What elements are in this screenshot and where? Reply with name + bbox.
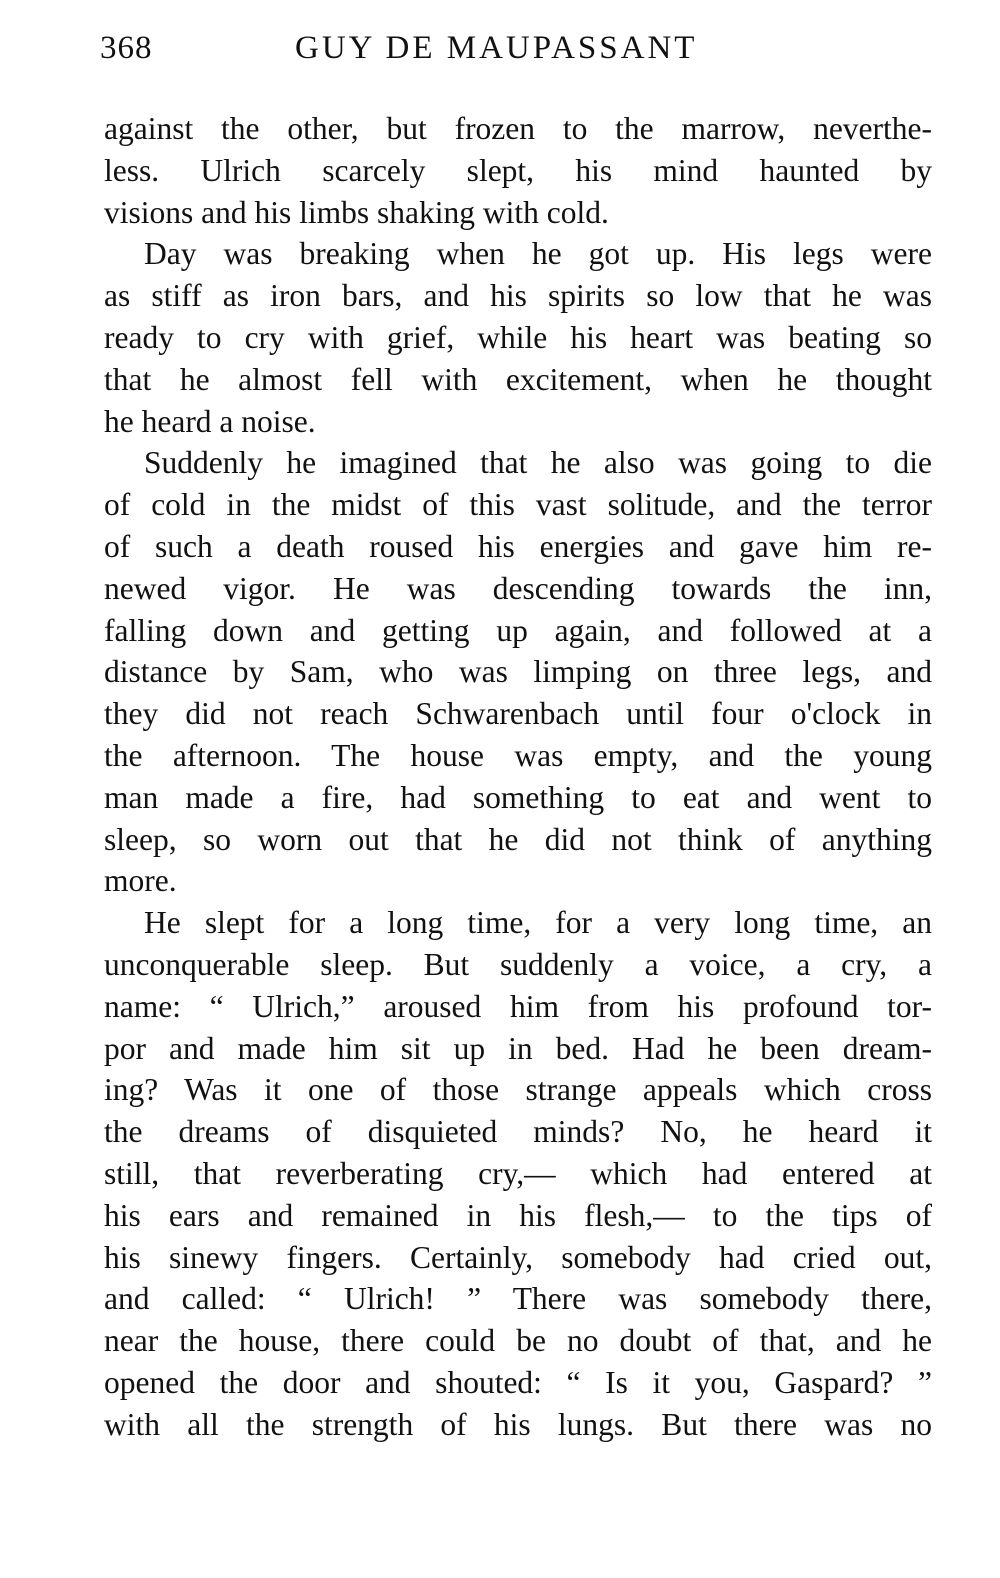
text-line: newed vigor. He was descending towards the inn, [104,570,932,606]
text-line: sleep, so worn out that he did not think of anything [104,821,932,857]
text-line: against the other, but frozen to the marrow, neverthe- [104,111,932,146]
text-line: Day was breaking when he got up. His legs were [144,236,932,272]
page-number: 368 [100,30,153,66]
text-line: and called: “ Ulrich! ” There was somebody there, [104,1281,932,1317]
text-line: Suddenly he imagined that he also was going to die [144,445,932,481]
text-line: near the house, there could be no doubt of that, and he [104,1323,932,1359]
text-line: of cold in the midst of this vast solitude, and the terror [104,487,932,523]
text-line: his sinewy fingers. Certainly, somebody had cried out, [104,1239,932,1275]
text-line: the dreams of disquieted minds? No, he heard it [104,1114,932,1150]
text-line: his ears and remained in his flesh,— to the tips of [104,1197,932,1233]
text-line: with all the strength of his lungs. But there was no [104,1406,932,1442]
text-line: man made a fire, had something to eat and went to [104,779,932,815]
text-line: He slept for a long time, for a very long time, an [144,905,932,941]
text-line: unconquerable sleep. But suddenly a voice, a cry, a [104,946,932,982]
text-line: still, that reverberating cry,— which had entered at [104,1155,932,1191]
text-line: distance by Sam, who was limping on three legs, and [104,654,932,690]
text-line: less. Ulrich scarcely slept, his mind haunted by [104,152,932,188]
text-line: visions and his limbs shaking with cold. [104,194,609,230]
text-line: they did not reach Schwarenbach until four o'clock in [104,696,932,732]
text-line: opened the door and shouted: “ Is it you, Gaspard? ” [104,1364,932,1400]
text-line: ready to cry with grief, while his heart was beating so [104,319,932,355]
text-line: that he almost fell with excitement, when he thought [104,361,932,397]
text-line: more. [104,863,177,899]
text-line: ing? Was it one of those strange appeals which cross [104,1072,932,1108]
text-line: of such a death roused his energies and gave him re- [104,528,932,564]
text-line: name: “ Ulrich,” aroused him from his profound tor- [104,988,932,1024]
text-line: the afternoon. The house was empty, and the young [104,737,932,773]
text-line: falling down and getting up again, and followed at a [104,612,932,648]
body-text [104,108,932,1446]
running-head: GUY DE MAUPASSANT [295,30,698,66]
text-line: as stiff as iron bars, and his spirits so low that he was [104,278,932,314]
text-line: he heard a noise. [104,403,316,439]
page-header [100,30,940,80]
text-line: por and made him sit up in bed. Had he been dream- [104,1030,932,1066]
